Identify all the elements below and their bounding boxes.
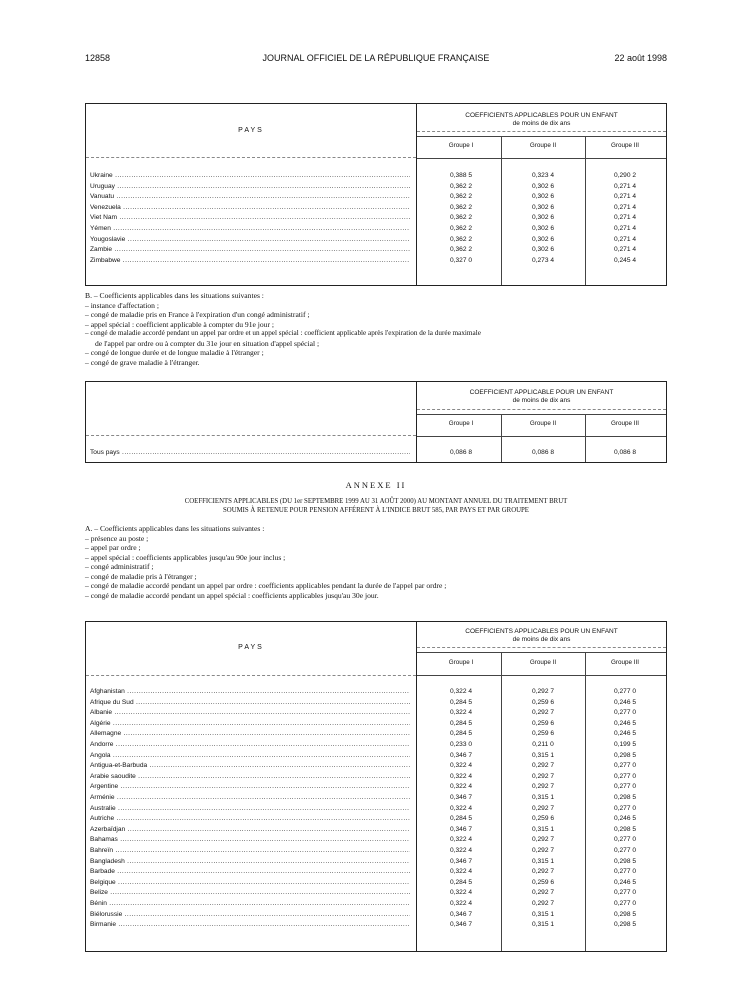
country-name: Zambie ..... (90, 246, 410, 253)
table-row (86, 805, 666, 816)
country-name: Vanuatu ..... (90, 193, 410, 200)
coefficient-groupe-2: 0,292 7 (532, 847, 554, 854)
country-name: Venezuela ..... (90, 204, 410, 211)
coefficient-groupe-1: 0,346 7 (450, 910, 472, 918)
table-row (86, 815, 666, 826)
coefficient-groupe-2: 0,259 6 (532, 719, 554, 727)
coefficient-groupe-1: 0,362 2 (450, 225, 472, 232)
coefficient-groupe-1: 0,322 4 (450, 889, 472, 897)
coefficient-groupe-3: 0,246 5 (614, 719, 636, 727)
coefficient-groupe-2: 0,292 7 (532, 783, 554, 791)
page-number: 12858 (85, 53, 111, 63)
coefficient-groupe-2: 0,292 7 (532, 709, 554, 717)
table-row (86, 868, 666, 879)
coefficient-groupe-2: 0,292 7 (532, 688, 554, 695)
column-header-groupe-3: Groupe III (610, 659, 639, 666)
column-header-coefficients: COEFFICIENTS APPLICABLES POUR UN ENFANT de moins de dix ans (465, 628, 618, 643)
coefficient-groupe-2: 0,315 1 (532, 921, 554, 929)
country-name: Algérie ..... (90, 720, 410, 727)
table-row (86, 794, 666, 805)
table-row (86, 688, 666, 699)
coefficient-groupe-3: 0,271 4 (614, 193, 636, 201)
coefficient-groupe-2: 0,323 4 (532, 172, 554, 179)
country-name: Belgique ..... (90, 879, 410, 886)
coefficient-groupe-3: 0,277 0 (614, 900, 636, 907)
coefficient-groupe-1: 0,086 8 (450, 449, 472, 456)
coefficient-groupe-3: 0,086 8 (614, 449, 636, 456)
country-name: Argentine ..... (90, 783, 410, 790)
coefficient-groupe-1: 0,346 7 (450, 857, 472, 865)
country-name: Bangladesh ..... (90, 858, 410, 865)
coefficient-groupe-3: 0,271 4 (614, 246, 636, 254)
table-row (86, 847, 666, 858)
section-b-line: – congé de longue durée et de longue maladie à l'étranger ; (85, 348, 264, 357)
coefficient-groupe-3: 0,271 4 (614, 225, 636, 232)
coefficient-groupe-1: 0,284 5 (450, 698, 472, 706)
country-name: Tous pays ..... (90, 449, 410, 456)
coefficient-groupe-1: 0,346 7 (450, 921, 472, 929)
country-name: Angola ..... (90, 752, 410, 759)
coefficient-groupe-2: 0,292 7 (532, 889, 554, 897)
country-name: Afrique du Sud ..... (90, 699, 410, 706)
table-row (86, 879, 666, 890)
coefficient-groupe-2: 0,302 6 (532, 235, 554, 243)
country-name: Bahreïn ..... (90, 847, 410, 854)
coefficient-groupe-2: 0,292 7 (532, 772, 554, 780)
section-a-line: – congé de maladie accordé pendant un appel par ordre : coefficients applicables pendant la durée de l'appel par ordre ; (85, 581, 447, 590)
coefficient-groupe-3: 0,277 0 (614, 804, 636, 812)
country-name: Autriche ..... (90, 815, 410, 822)
column-header-coefficients: COEFFICIENTS APPLICABLES POUR UN ENFANT de moins de dix ans (465, 112, 618, 127)
section-b-line: – congé de maladie pris en France à l'expiration d'un congé administratif ; (85, 310, 310, 319)
coefficient-groupe-2: 0,292 7 (532, 836, 554, 844)
country-name: Zimbabwe ..... (90, 257, 410, 264)
table-row (86, 449, 666, 460)
column-header-groupe-1: Groupe I (448, 142, 474, 149)
section-b-line: – congé de maladie accordé pendant un appel par ordre et un appel spécial : coefficient applicable après l'expiration de la durée maximale (85, 329, 481, 337)
coefficient-groupe-3: 0,199 5 (614, 741, 636, 748)
section-a-line: – congé de maladie pris à l'étranger ; (85, 571, 197, 581)
coefficient-groupe-2: 0,259 6 (532, 730, 554, 738)
coefficient-groupe-2: 0,302 6 (532, 225, 554, 232)
coefficient-groupe-3: 0,271 4 (614, 235, 636, 243)
table-row (86, 699, 666, 710)
coefficient-groupe-1: 0,322 4 (450, 709, 472, 717)
coefficient-groupe-1: 0,233 0 (450, 741, 472, 748)
coefficient-groupe-1: 0,346 7 (450, 825, 472, 833)
country-name: Afghanistan ..... (90, 688, 410, 695)
coefficient-groupe-3: 0,245 4 (614, 256, 636, 264)
coefficient-groupe-3: 0,298 5 (614, 825, 636, 833)
coefficient-groupe-3: 0,298 5 (614, 921, 636, 929)
table-row (86, 214, 666, 225)
table-row (86, 720, 666, 731)
coefficient-groupe-3: 0,271 4 (614, 182, 636, 190)
country-name: Bahamas ..... (90, 836, 410, 843)
column-header-pays: PAYS (238, 644, 264, 651)
table-row (86, 236, 666, 247)
table-row (86, 225, 666, 236)
column-header-groupe-1: Groupe I (448, 659, 474, 666)
coefficient-groupe-1: 0,388 5 (450, 172, 472, 179)
coefficient-groupe-3: 0,298 5 (614, 910, 636, 918)
coefficient-groupe-3: 0,277 0 (614, 772, 636, 780)
table-row (86, 204, 666, 215)
table-row (86, 836, 666, 847)
section-b-line: – congé de grave maladie à l'étranger. (85, 357, 200, 367)
coefficient-groupe-1: 0,346 7 (450, 794, 472, 801)
country-name: Allemagne ..... (90, 730, 410, 737)
coefficient-groupe-2: 0,302 6 (532, 214, 554, 222)
coefficient-groupe-2: 0,259 6 (532, 815, 554, 823)
table-row (86, 911, 666, 922)
coefficient-groupe-2: 0,315 1 (532, 751, 554, 759)
country-name: Albanie ..... (90, 709, 410, 716)
coefficient-groupe-1: 0,362 2 (450, 246, 472, 254)
country-name: Birmanie ..... (90, 921, 410, 928)
column-header-groupe-2: Groupe II (529, 659, 557, 666)
coefficient-groupe-3: 0,290 2 (614, 172, 636, 179)
section-b-text (85, 291, 667, 367)
column-header-coefficient: COEFFICIENT APPLICABLE POUR UN ENFANT de moins de dix ans (469, 389, 614, 404)
coefficient-groupe-1: 0,362 2 (450, 235, 472, 243)
coefficient-groupe-1: 0,284 5 (450, 815, 472, 823)
table-row (86, 773, 666, 784)
section-a-line: – congé administratif ; (85, 562, 154, 571)
coefficient-groupe-3: 0,271 4 (614, 214, 636, 222)
table-coefficients-part-b (85, 381, 667, 463)
table-row (86, 193, 666, 204)
coefficient-groupe-1: 0,322 4 (450, 772, 472, 780)
coefficient-groupe-2: 0,292 7 (532, 804, 554, 812)
coefficient-groupe-1: 0,284 5 (450, 878, 472, 886)
section-a-line: – appel par ordre ; (85, 543, 141, 552)
coefficient-groupe-1: 0,322 4 (450, 836, 472, 844)
section-b-line: – instance d'affectation ; (85, 300, 159, 310)
coefficient-groupe-3: 0,277 0 (614, 688, 636, 695)
table-row (86, 826, 666, 837)
coefficient-groupe-1: 0,322 4 (450, 688, 472, 695)
coefficient-groupe-2: 0,315 1 (532, 825, 554, 833)
country-name: Biélorussie ..... (90, 911, 410, 918)
annexe-title: ANNEXE II (345, 480, 407, 490)
coefficient-groupe-2: 0,259 6 (532, 698, 554, 706)
coefficient-groupe-2: 0,273 4 (532, 256, 554, 264)
section-a-text (85, 524, 667, 600)
table-row (86, 889, 666, 900)
coefficient-groupe-1: 0,322 4 (450, 762, 472, 770)
coefficient-groupe-2: 0,302 6 (532, 182, 554, 190)
coefficient-groupe-3: 0,298 5 (614, 751, 636, 759)
section-a-line: A. – Coefficients applicables dans les situations suivantes : (85, 524, 265, 533)
coefficient-groupe-3: 0,277 0 (614, 889, 636, 897)
coefficient-groupe-2: 0,259 6 (532, 878, 554, 886)
coefficient-groupe-1: 0,322 4 (450, 804, 472, 812)
coefficient-groupe-2: 0,302 6 (532, 203, 554, 211)
country-name: Viet Nam ..... (90, 214, 410, 221)
section-a-line: – congé de maladie accordé pendant un appel spécial : coefficients applicables jusqu'au 30e jour. (85, 590, 379, 600)
section-a-line: – appel spécial : coefficients applicables jusqu'au 90e jour inclus ; (85, 552, 286, 562)
table-row (86, 858, 666, 869)
coefficient-groupe-3: 0,277 0 (614, 836, 636, 844)
coefficient-groupe-2: 0,302 6 (532, 193, 554, 201)
coefficient-groupe-2: 0,292 7 (532, 762, 554, 770)
table-row (86, 752, 666, 763)
country-name: Arabie saoudite ..... (90, 773, 410, 780)
coefficient-groupe-3: 0,246 5 (614, 815, 636, 823)
coefficient-groupe-1: 0,362 2 (450, 214, 472, 222)
coefficient-groupe-3: 0,277 0 (614, 709, 636, 717)
table-row (86, 183, 666, 194)
issue-date: 22 août 1998 (614, 53, 667, 63)
country-name: Barbade ..... (90, 868, 410, 875)
country-name: Yougoslavie ..... (90, 236, 410, 243)
section-b-line: – appel spécial : coefficient applicable à compter du 91e jour ; (85, 319, 274, 329)
country-name: Antigua-et-Barbuda ..... (90, 762, 410, 769)
coefficient-groupe-2: 0,302 6 (532, 246, 554, 254)
country-name: Andorre ..... (90, 741, 410, 748)
coefficient-groupe-3: 0,277 0 (614, 847, 636, 854)
section-b-line: de l'appel par ordre ou à compter du 31e jour en situation d'appel spécial ; (95, 338, 320, 348)
coefficient-groupe-2: 0,292 7 (532, 900, 554, 907)
coefficient-groupe-3: 0,298 5 (614, 794, 636, 801)
coefficient-groupe-2: 0,292 7 (532, 868, 554, 876)
country-name: Yémen ..... (90, 225, 410, 232)
coefficient-groupe-3: 0,246 5 (614, 878, 636, 886)
table-row (86, 246, 666, 257)
coefficient-groupe-1: 0,362 2 (450, 203, 472, 211)
coefficient-groupe-3: 0,246 5 (614, 698, 636, 706)
column-header-pays: PAYS (238, 127, 264, 134)
coefficient-groupe-1: 0,362 2 (450, 193, 472, 201)
table-row (86, 257, 666, 268)
journal-title: JOURNAL OFFICIEL DE LA RÉPUBLIQUE FRANÇAISE (262, 53, 490, 63)
coefficient-groupe-2: 0,211 0 (532, 741, 554, 748)
coefficient-groupe-1: 0,284 5 (450, 719, 472, 727)
country-name: Bénin ..... (90, 900, 410, 907)
coefficient-groupe-2: 0,315 1 (532, 857, 554, 865)
column-header-groupe-3: Groupe III (610, 420, 639, 427)
coefficient-groupe-3: 0,277 0 (614, 762, 636, 770)
coefficient-groupe-2: 0,315 1 (532, 794, 554, 801)
country-name: Uruguay ..... (90, 183, 410, 190)
table-row (86, 709, 666, 720)
page-header (85, 53, 667, 67)
country-name: Ukraine ..... (90, 172, 410, 179)
coefficient-groupe-1: 0,322 4 (450, 900, 472, 907)
table-row (86, 172, 666, 183)
country-name: Arménie ..... (90, 794, 410, 801)
table-row (86, 741, 666, 752)
column-header-groupe-2: Groupe II (529, 142, 557, 149)
section-a-line: – présence au poste ; (85, 533, 149, 543)
coefficient-groupe-3: 0,271 4 (614, 203, 636, 211)
coefficient-groupe-1: 0,322 4 (450, 868, 472, 876)
country-name: Belize ..... (90, 889, 410, 896)
coefficient-groupe-1: 0,322 4 (450, 847, 472, 854)
table-coefficients-annexe-2 (85, 621, 667, 952)
column-header-groupe-1: Groupe I (448, 420, 474, 427)
table-row (86, 783, 666, 794)
coefficient-groupe-3: 0,246 5 (614, 730, 636, 738)
table-row (86, 921, 666, 932)
country-name: Australie ..... (90, 805, 410, 812)
coefficient-groupe-2: 0,086 8 (532, 449, 554, 456)
coefficient-groupe-1: 0,346 7 (450, 751, 472, 759)
coefficient-groupe-1: 0,327 0 (450, 256, 472, 264)
section-b-line: B. – Coefficients applicables dans les situations suivantes : (85, 291, 264, 300)
annexe-subtitle: COEFFICIENTS APPLICABLES (DU 1er SEPTEMBRE 1999 AU 31 AOÛT 2000) AU MONTANT ANNUEL DU TRAITEMENT BRUT SOUMIS À RETENUE POUR PENSION AFFÉRENT À L'INDICE BRUT 585, PAR PAYS ET PAR GROUPE (184, 498, 568, 514)
coefficient-groupe-2: 0,315 1 (532, 910, 554, 918)
country-name: Azerbaïdjan ..... (90, 826, 410, 833)
coefficient-groupe-1: 0,284 5 (450, 730, 472, 738)
coefficient-groupe-3: 0,277 0 (614, 783, 636, 791)
column-header-groupe-3: Groupe III (610, 142, 639, 149)
table-row (86, 900, 666, 911)
coefficient-groupe-3: 0,277 0 (614, 868, 636, 876)
coefficient-groupe-1: 0,362 2 (450, 182, 472, 190)
table-row (86, 730, 666, 741)
table-coefficients-part-a-end (85, 103, 667, 286)
coefficient-groupe-3: 0,298 5 (614, 857, 636, 865)
coefficient-groupe-1: 0,322 4 (450, 783, 472, 791)
table-row (86, 762, 666, 773)
column-header-groupe-2: Groupe II (529, 420, 557, 427)
